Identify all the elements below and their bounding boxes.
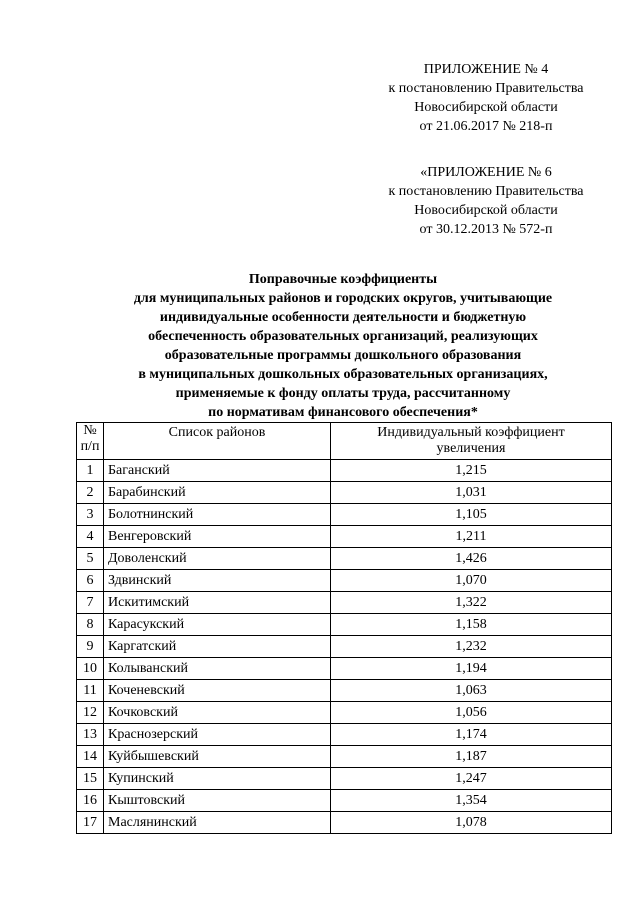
row-number: 16 <box>77 790 104 812</box>
row-number: 4 <box>77 526 104 548</box>
coefficient-value: 1,211 <box>331 526 612 548</box>
table-row <box>77 592 612 614</box>
appendix-6-title: «ПРИЛОЖЕНИЕ № 6 <box>420 165 552 180</box>
title-line: по нормативам финансового обеспечения* <box>208 405 478 420</box>
table-row <box>77 790 612 812</box>
header-number-line1: № <box>83 423 97 438</box>
appendix-6-line3: Новосибирской области <box>414 203 558 218</box>
table-row <box>77 460 612 482</box>
table-row <box>77 812 612 834</box>
row-number: 15 <box>77 768 104 790</box>
district-name: Венгеровский <box>104 526 331 548</box>
table-row <box>77 526 612 548</box>
title-line: Поправочные коэффициенты <box>248 272 438 287</box>
district-name: Искитимский <box>104 592 331 614</box>
district-name: Купинский <box>104 768 331 790</box>
row-number: 6 <box>77 570 104 592</box>
district-name: Краснозерский <box>104 724 331 746</box>
district-name: Карасукский <box>104 614 331 636</box>
table-row <box>77 636 612 658</box>
district-name: Каргатский <box>104 636 331 658</box>
district-name: Колыванский <box>104 658 331 680</box>
district-name: Болотнинский <box>104 504 331 526</box>
table-header <box>77 423 612 460</box>
table-body <box>77 460 612 834</box>
title-line: индивидуальные особенности деятельности и бюджетную <box>159 310 527 325</box>
appendix-4-line2: к постановлению Правительства <box>388 81 584 96</box>
table-row <box>77 746 612 768</box>
coefficient-value: 1,063 <box>331 680 612 702</box>
table-row <box>77 504 612 526</box>
row-number: 17 <box>77 812 104 834</box>
header-coefficient-line2: увеличения <box>436 441 506 456</box>
table-row <box>77 680 612 702</box>
title-line: применяемые к фонду оплаты труда, рассчитанному <box>175 386 511 401</box>
coefficient-value: 1,031 <box>331 482 612 504</box>
header-coefficient-line1: Индивидуальный коэффициент <box>377 425 565 440</box>
coefficients-table <box>76 422 612 834</box>
header-number-line2: п/п <box>80 439 100 454</box>
appendix-4-date: от 21.06.2017 № 218-п <box>419 119 553 134</box>
row-number: 12 <box>77 702 104 724</box>
header-coefficient <box>331 423 612 460</box>
district-name: Баганский <box>104 460 331 482</box>
table-row <box>77 548 612 570</box>
row-number: 14 <box>77 746 104 768</box>
coefficient-value: 1,247 <box>331 768 612 790</box>
district-name: Куйбышевский <box>104 746 331 768</box>
district-name: Кыштовский <box>104 790 331 812</box>
table-row <box>77 570 612 592</box>
row-number: 1 <box>77 460 104 482</box>
coefficient-value: 1,078 <box>331 812 612 834</box>
table-row <box>77 658 612 680</box>
coefficient-value: 1,215 <box>331 460 612 482</box>
district-name: Доволенский <box>104 548 331 570</box>
row-number: 5 <box>77 548 104 570</box>
coefficient-value: 1,105 <box>331 504 612 526</box>
appendix-6-date: от 30.12.2013 № 572-п <box>419 222 553 237</box>
row-number: 8 <box>77 614 104 636</box>
row-number: 11 <box>77 680 104 702</box>
row-number: 3 <box>77 504 104 526</box>
appendix-6-header <box>360 163 612 239</box>
coefficient-value: 1,174 <box>331 724 612 746</box>
district-name: Коченевский <box>104 680 331 702</box>
coefficient-value: 1,194 <box>331 658 612 680</box>
coefficient-value: 1,070 <box>331 570 612 592</box>
coefficient-value: 1,232 <box>331 636 612 658</box>
appendix-4-line3: Новосибирской области <box>414 100 558 115</box>
appendix-4-header <box>360 60 612 136</box>
header-number <box>77 423 104 460</box>
table-row <box>77 614 612 636</box>
table-row <box>77 724 612 746</box>
row-number: 7 <box>77 592 104 614</box>
coefficient-value: 1,426 <box>331 548 612 570</box>
district-name: Здвинский <box>104 570 331 592</box>
row-number: 10 <box>77 658 104 680</box>
title-line: образовательные программы дошкольного образования <box>164 348 522 363</box>
table-header-row <box>77 423 612 460</box>
title-line: в муниципальных дошкольных образовательных организациях, <box>138 367 548 382</box>
table-row <box>77 482 612 504</box>
table-row <box>77 702 612 724</box>
appendix-4-title: ПРИЛОЖЕНИЕ № 4 <box>423 62 549 77</box>
header-district: Список районов <box>104 423 331 460</box>
coefficient-value: 1,322 <box>331 592 612 614</box>
district-name: Барабинский <box>104 482 331 504</box>
district-name: Кочковский <box>104 702 331 724</box>
row-number: 2 <box>77 482 104 504</box>
title-line: для муниципальных районов и городских округов, учитывающие <box>133 291 553 306</box>
document-title <box>60 270 626 422</box>
appendix-6-line2: к постановлению Правительства <box>388 184 584 199</box>
table-row <box>77 768 612 790</box>
district-name: Маслянинский <box>104 812 331 834</box>
row-number: 13 <box>77 724 104 746</box>
coefficient-value: 1,158 <box>331 614 612 636</box>
title-line: обеспеченность образовательных организаций, реализующих <box>148 329 538 344</box>
coefficient-value: 1,354 <box>331 790 612 812</box>
row-number: 9 <box>77 636 104 658</box>
coefficient-value: 1,187 <box>331 746 612 768</box>
coefficient-value: 1,056 <box>331 702 612 724</box>
